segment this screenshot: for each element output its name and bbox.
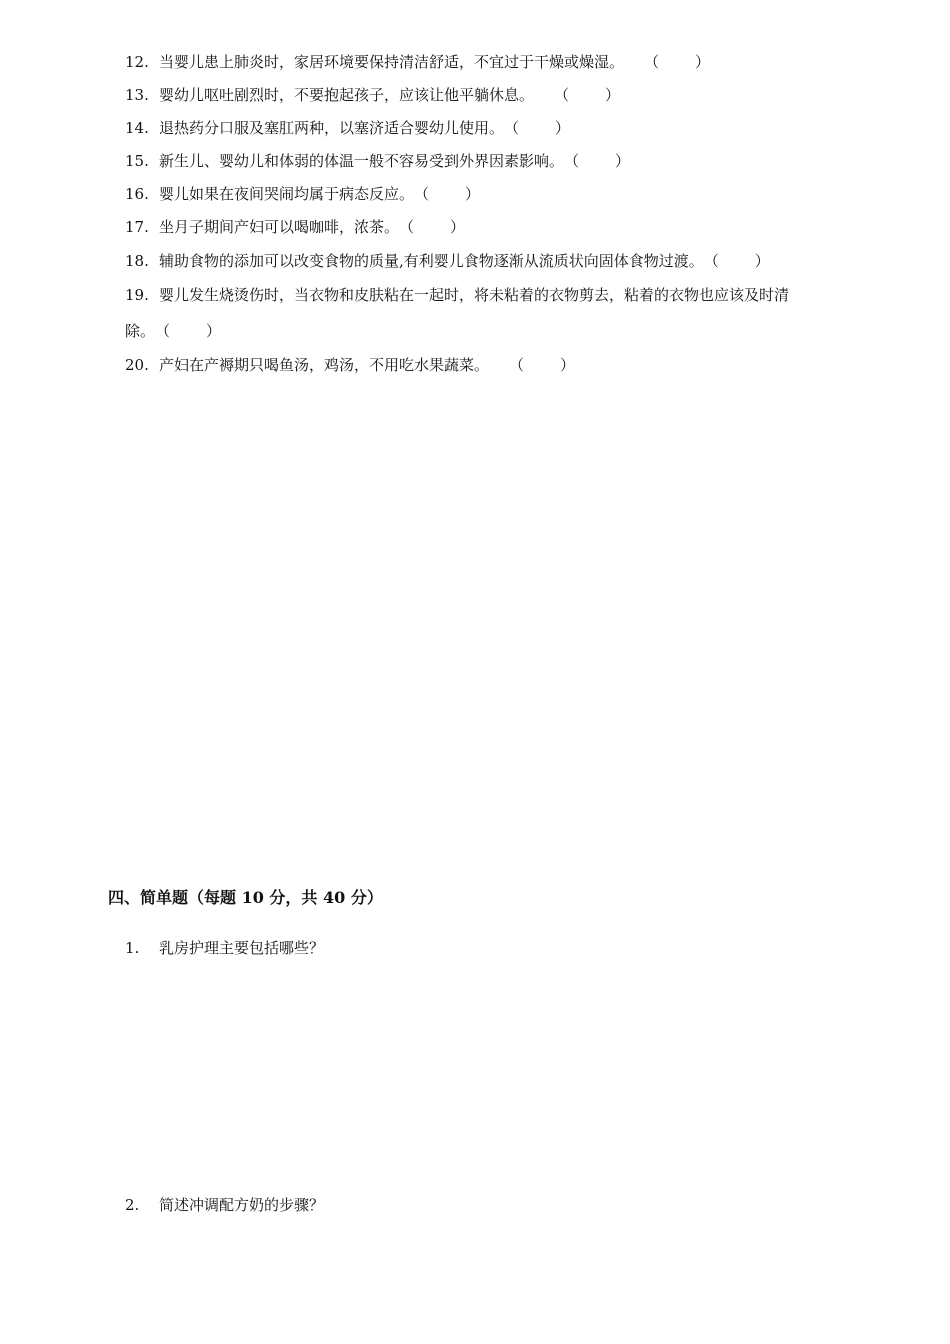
judgement-item-13 bbox=[125, 85, 620, 105]
answer-paren-close: ） bbox=[560, 356, 576, 374]
item-number: 16. bbox=[125, 185, 149, 203]
item-text: 简述冲调配方奶的步骤？ bbox=[159, 1196, 325, 1214]
answer-paren-open: （ bbox=[399, 218, 415, 236]
item-text: 当婴儿患上肺炎时，家居环境要保持清洁舒适，不宜过于干燥或燥湿。 bbox=[159, 53, 625, 71]
answer-paren-open: （ bbox=[155, 322, 171, 340]
item-text: 婴儿发生烧烫伤时，当衣物和皮肤粘在一起时，将未粘着的衣物剪去，粘着的衣物也应该及时清 bbox=[159, 286, 790, 304]
item-number: 20. bbox=[125, 356, 149, 374]
item-number: 12. bbox=[125, 53, 149, 71]
item-number: 13. bbox=[125, 86, 149, 104]
answer-paren-close: ） bbox=[605, 86, 621, 104]
item-text: 乳房护理主要包括哪些？ bbox=[159, 939, 325, 957]
answer-paren-close: ） bbox=[695, 53, 711, 71]
answer-area-2[interactable] bbox=[125, 1225, 845, 1325]
answer-paren-open: （ bbox=[644, 53, 660, 71]
answer-paren-close: ） bbox=[450, 218, 466, 236]
item-text: 退热药分口服及塞肛两种，以塞济适合婴幼儿使用。 bbox=[159, 119, 505, 137]
judgement-item-18 bbox=[125, 251, 770, 271]
answer-paren-close: ） bbox=[555, 119, 571, 137]
answer-area-1[interactable] bbox=[125, 970, 845, 1170]
item-text: 新生儿、婴幼儿和体弱的体温一般不容易受到外界因素影响。 bbox=[159, 152, 565, 170]
judgement-item-20 bbox=[125, 355, 575, 375]
item-text: 产妇在产褥期只喝鱼汤，鸡汤，不用吃水果蔬菜。 bbox=[159, 356, 490, 374]
answer-paren-open: （ bbox=[504, 119, 520, 137]
item-text: 婴幼儿呕吐剧烈时，不要抱起孩子，应该让他平躺休息。 bbox=[159, 86, 535, 104]
short-answer-item-1 bbox=[125, 938, 324, 958]
item-number: 14. bbox=[125, 119, 149, 137]
item-number: 17. bbox=[125, 218, 149, 236]
short-answer-item-2 bbox=[125, 1195, 324, 1215]
judgement-item-14 bbox=[125, 118, 570, 138]
judgement-item-15 bbox=[125, 151, 630, 171]
item-text-continuation: 除。 bbox=[125, 322, 156, 340]
judgement-item-16 bbox=[125, 184, 480, 204]
answer-paren-open: （ bbox=[554, 86, 570, 104]
item-text: 坐月子期间产妇可以喝咖啡，浓茶。 bbox=[159, 218, 400, 236]
answer-paren-close: ） bbox=[206, 322, 222, 340]
answer-paren-close: ） bbox=[465, 185, 481, 203]
item-number: 15. bbox=[125, 152, 149, 170]
judgement-item-12 bbox=[125, 52, 710, 72]
answer-paren-close: ） bbox=[754, 252, 770, 270]
answer-paren-close: ） bbox=[615, 152, 631, 170]
judgement-item-19 bbox=[125, 285, 789, 305]
answer-paren-open: （ bbox=[564, 152, 580, 170]
answer-paren-open: （ bbox=[509, 356, 525, 374]
item-number: 18. bbox=[125, 252, 149, 270]
item-number: 2. bbox=[125, 1196, 140, 1214]
answer-paren-open: （ bbox=[414, 185, 430, 203]
item-number: 1. bbox=[125, 939, 140, 957]
item-text: 婴儿如果在夜间哭闹均属于病态反应。 bbox=[159, 185, 415, 203]
item-number: 19. bbox=[125, 286, 149, 304]
judgement-item-17 bbox=[125, 217, 465, 237]
answer-paren-open: （ bbox=[703, 252, 719, 270]
item-text: 辅助食物的添加可以改变食物的质量,有利婴儿食物逐渐从流质状向固体食物过渡。 bbox=[159, 252, 704, 270]
judgement-item-19-continuation bbox=[125, 321, 221, 341]
section-heading: 四、简单题（每题 10 分，共 40 分） bbox=[108, 888, 383, 907]
